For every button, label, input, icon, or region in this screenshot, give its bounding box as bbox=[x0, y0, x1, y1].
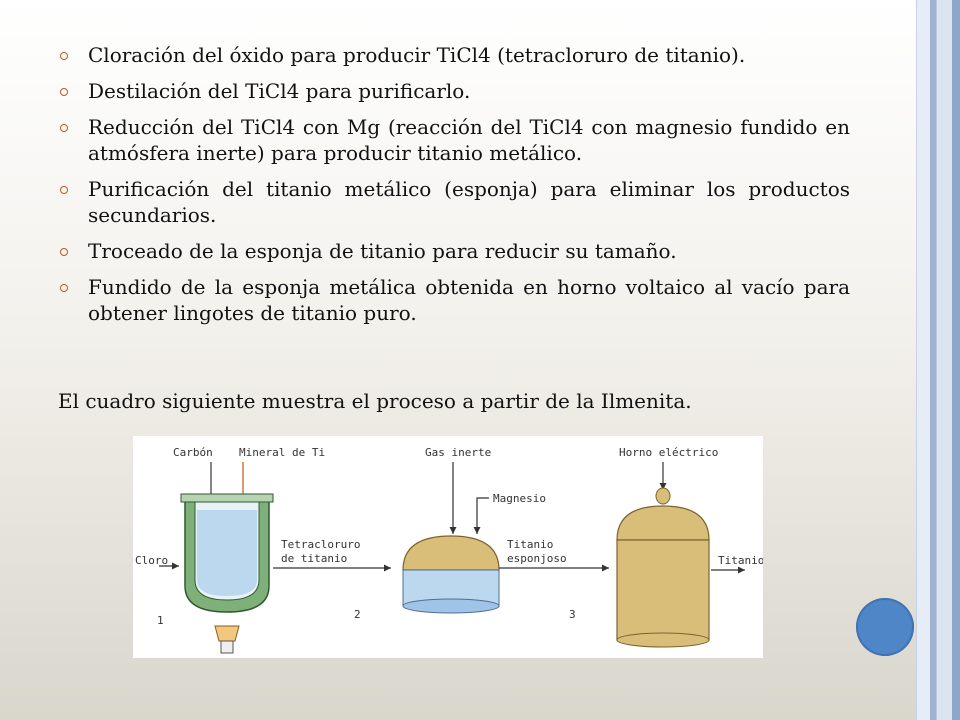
label-gas: Gas inerte bbox=[425, 446, 492, 459]
label-titanio-tetra: de titanio bbox=[281, 552, 348, 565]
decorative-circle bbox=[856, 598, 914, 656]
bullet-circle-icon bbox=[60, 248, 68, 256]
bullet-item bbox=[58, 274, 850, 326]
chlorination-reactor bbox=[181, 494, 273, 612]
bullet-text: Cloración del óxido para producir TiCl4 (tetracloruro de titanio). bbox=[88, 43, 746, 67]
bullet-item bbox=[58, 78, 850, 104]
summary-text: El cuadro siguiente muestra el proceso a partir de la Ilmenita. bbox=[58, 389, 692, 413]
bullet-text: Destilación del TiCl4 para purificarlo. bbox=[88, 79, 471, 103]
label-step-2: 2 bbox=[354, 608, 361, 621]
label-esponjoso: esponjoso bbox=[507, 552, 567, 565]
reduction-reactor bbox=[403, 536, 499, 613]
process-diagram bbox=[133, 436, 763, 658]
label-titanio-out: Titanio bbox=[718, 554, 763, 567]
bullet-list bbox=[58, 42, 850, 336]
bullet-text: Troceado de la esponja de titanio para reducir su tamaño. bbox=[88, 239, 677, 263]
label-titanio: Titanio bbox=[507, 538, 554, 551]
process-diagram-svg bbox=[133, 436, 763, 658]
label-magnesio: Magnesio bbox=[493, 492, 546, 505]
electric-furnace bbox=[617, 462, 709, 647]
label-furnace: Horno eléctrico bbox=[619, 446, 719, 459]
label-mineral: Mineral de Ti bbox=[239, 446, 326, 459]
bullet-circle-icon bbox=[60, 52, 68, 60]
bullet-item bbox=[58, 42, 850, 68]
right-border-rail bbox=[916, 0, 960, 720]
label-step-3: 3 bbox=[569, 608, 576, 621]
bullet-item bbox=[58, 114, 850, 166]
bullet-circle-icon bbox=[60, 186, 68, 194]
bullet-circle-icon bbox=[60, 284, 68, 292]
bullet-item bbox=[58, 238, 850, 264]
bullet-text: Purificación del titanio metálico (esponja) para eliminar los productos secundarios. bbox=[88, 177, 850, 227]
bullet-text: Fundido de la esponja metálica obtenida en horno voltaico al vacío para obtener lingotes de titanio puro. bbox=[88, 275, 850, 325]
bullet-item bbox=[58, 176, 850, 228]
magnesio-arrow bbox=[477, 498, 489, 534]
bullet-circle-icon bbox=[60, 124, 68, 132]
label-cloro: Cloro bbox=[135, 554, 169, 567]
bullet-circle-icon bbox=[60, 88, 68, 96]
label-step-1: 1 bbox=[157, 614, 164, 627]
bullet-text: Reducción del TiCl4 con Mg (reacción del TiCl4 con magnesio fundido en atmósfera inerte) para producir titanio metálico. bbox=[88, 115, 850, 165]
label-carbon: Carbón bbox=[173, 446, 213, 459]
label-tetracloruro: Tetracloruro bbox=[281, 538, 361, 551]
burner-icon bbox=[215, 626, 239, 653]
